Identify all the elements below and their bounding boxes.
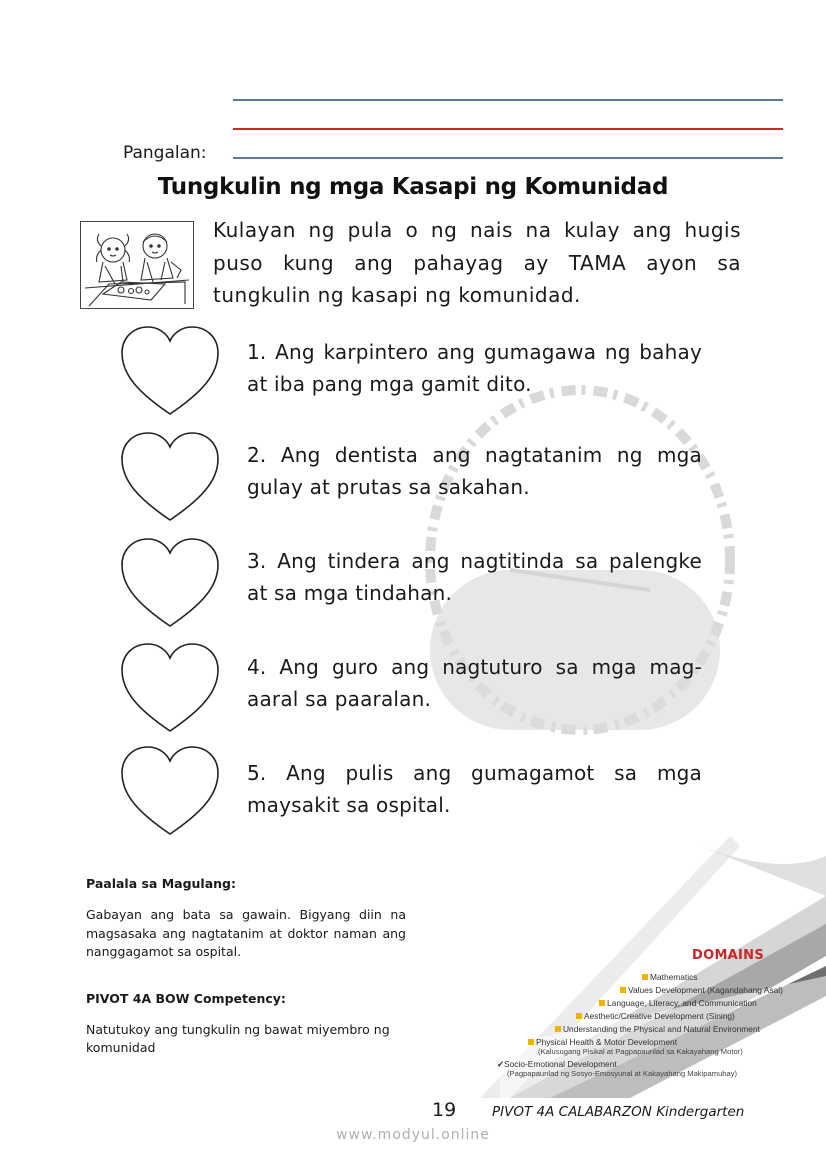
domain-label: Mathematics	[650, 972, 698, 982]
domain-label: Socio-Emotional Development	[504, 1059, 617, 1069]
worksheet-title: Tungkulin ng mga Kasapi ng Komunidad	[157, 174, 669, 200]
domain-item-1	[642, 972, 697, 982]
domains-title: DOMAINS	[692, 948, 765, 963]
heart-shape-5[interactable]	[119, 743, 221, 837]
page-number: 19	[432, 1099, 457, 1121]
domain-bullet-icon	[620, 987, 626, 993]
domain-label: Language, Literacy, and Communication	[607, 998, 757, 1008]
domain-bullet-icon	[642, 974, 648, 980]
children-drawing-illustration	[80, 221, 194, 309]
domain-sublabel: (Pagpapaunlad ng Sosyo-Emosyunal at Kakayahang Makipamuhay)	[507, 1069, 738, 1078]
domain-item-7	[497, 1059, 737, 1078]
name-label: Pangalan:	[123, 143, 207, 163]
check-icon: ✓	[497, 1059, 505, 1069]
footer-text: PIVOT 4A CALABARZON Kindergarten	[492, 1104, 745, 1120]
domain-label: Aesthetic/Creative Development (Sining)	[584, 1011, 735, 1021]
name-line-bottom	[233, 157, 783, 159]
competency-text: Natutukoy ang tungkulin ng bawat miyembro ng komunidad	[86, 1022, 390, 1055]
statement-item-4: 4. Ang guro ang nagtuturo sa mga mag-aaral sa paaralan.	[247, 655, 702, 711]
statement-item-5: 5. Ang pulis ang gumagamot sa mga maysakit sa ospital.	[247, 761, 702, 817]
statement-item-3: 3. Ang tindera ang nagtitinda sa palengke at sa mga tindahan.	[247, 549, 702, 605]
parent-note-heading: Paalala sa Magulang:	[86, 876, 236, 891]
domain-bullet-icon	[528, 1039, 534, 1045]
statement-item-1: 1. Ang karpintero ang gumagawa ng bahay at iba pang mga gamit dito.	[247, 340, 702, 396]
domain-label: Values Development (Kagandahang Asal)	[628, 985, 783, 995]
domain-item-6	[528, 1037, 743, 1056]
heart-shape-3[interactable]	[119, 535, 221, 629]
statement-item-2: 2. Ang dentista ang nagtatanim ng mga gulay at prutas sa sakahan.	[247, 443, 702, 499]
parent-note-text: Gabayan ang bata sa gawain. Bigyang diin na magsasaka ang nagtatanim at doktor naman ang nanggagamot sa ospital.	[86, 907, 406, 959]
domain-item-2	[620, 985, 783, 995]
domain-item-5	[555, 1024, 760, 1034]
heart-shape-4[interactable]	[119, 640, 221, 734]
domain-bullet-icon	[555, 1026, 561, 1032]
domain-bullet-icon	[576, 1013, 582, 1019]
domain-sublabel: (Kalusugang Pisikal at Pagpapaunlad sa Kakayahang Motor)	[538, 1047, 743, 1056]
domain-item-4	[576, 1011, 735, 1021]
domain-item-3	[599, 998, 757, 1008]
name-line-middle	[233, 128, 783, 130]
name-line-top	[233, 99, 783, 101]
instruction-text: Kulayan ng pula o ng nais na kulay ang hugis puso kung ang pahayag ay TAMA ayon sa tungkulin ng kasapi ng komunidad.	[213, 218, 741, 307]
domain-label: Understanding the Physical and Natural Environment	[563, 1024, 760, 1034]
domain-bullet-icon	[599, 1000, 605, 1006]
heart-shape-2[interactable]	[119, 429, 221, 523]
domain-label: Physical Health & Motor Development	[536, 1037, 678, 1047]
website-watermark: www.modyul.online	[336, 1127, 490, 1143]
heart-shape-1[interactable]	[119, 323, 221, 417]
competency-heading: PIVOT 4A BOW Competency:	[86, 991, 286, 1006]
